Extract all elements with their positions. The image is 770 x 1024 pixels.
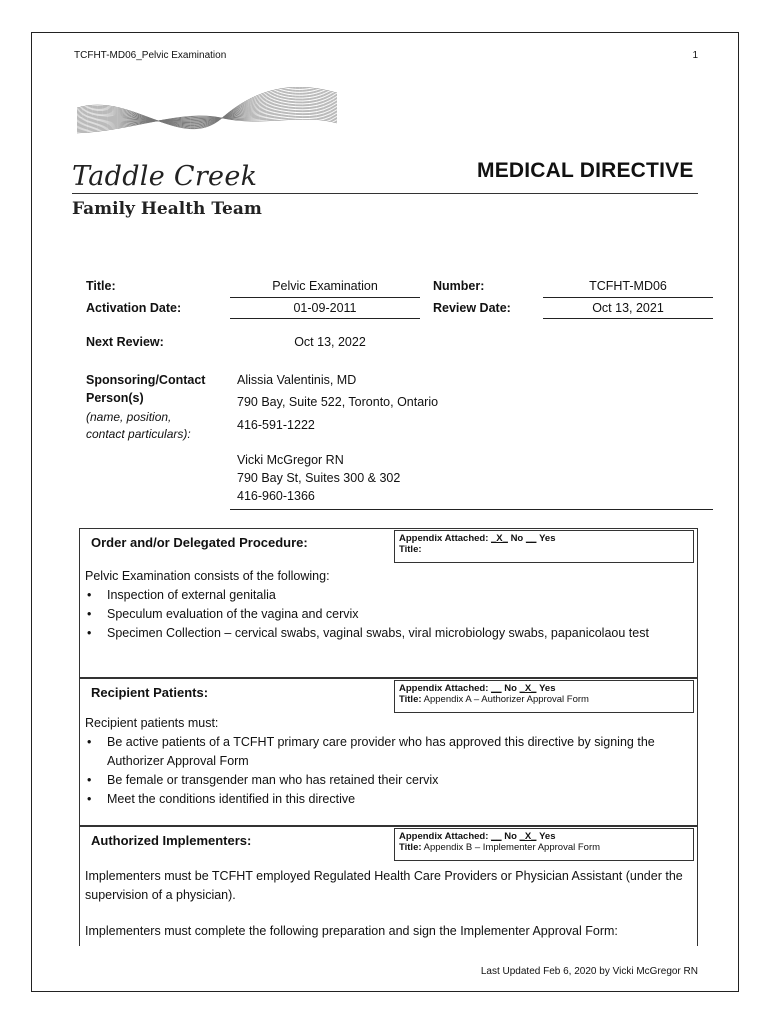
order-appendix-box [394,530,694,563]
implementers-appx-no-label: No [504,831,517,842]
implementers-appx-title-value: Appendix B – Implementer Approval Form [423,842,601,853]
header-doc-code: TCFHT-MD06_Pelvic Examination [74,50,227,61]
implementers-appx-yes-mark: _X_ [519,831,537,842]
recipients-list [85,733,689,809]
list-item: • Inspection of external genitalia [85,586,689,605]
brand-name: Taddle Creek [72,161,258,192]
order-heading: Order and/or Delegated Procedure: [91,535,308,550]
implementers-appx-label: Appendix Attached: [399,831,489,842]
list-item: • Meet the conditions identified in this directive [85,790,689,809]
title-underline [230,297,420,298]
recipients-intro: Recipient patients must: [85,716,219,730]
recipients-appx-no-label: No [504,683,517,694]
sponsor2-phone: 416-960-1366 [237,489,315,503]
implementers-appx-no-mark: __ [491,831,502,842]
footer-last-updated: Last Updated Feb 6, 2020 by Vicki McGregor RN [480,966,698,977]
implementers-appx-yes-label: Yes [539,831,556,842]
review-date-value: Oct 13, 2021 [592,301,664,315]
order-body [85,567,689,643]
order-appx-no-mark: _X_ [491,533,508,544]
recipients-appx-no-mark: __ [491,683,502,694]
order-intro: Pelvic Examination consists of the following: [85,569,330,583]
title-value: Pelvic Examination [272,279,378,293]
document-type-title: MEDICAL DIRECTIVE [477,159,694,182]
order-appx-yes-label: Yes [539,533,556,544]
review-underline [543,318,713,319]
list-item: • Speculum evaluation of the vagina and cervix [85,605,689,624]
implementers-body [85,867,689,941]
recipients-appx-yes-label: Yes [539,683,556,694]
next-review-value: Oct 13, 2022 [294,335,366,349]
page-number: 1 [692,50,698,61]
implementers-section [79,826,698,946]
list-item: • Be active patients of a TCFHT primary care provider who has approved this directive by signing the Authorizer Approval Form [85,733,689,771]
review-date-label: Review Date: [433,301,511,315]
activation-date-value: 01-09-2011 [293,301,357,315]
activation-underline [230,318,420,319]
next-review-label: Next Review: [86,335,164,349]
recipients-heading: Recipient Patients: [91,685,209,700]
number-label: Number: [433,279,485,293]
order-appx-label: Appendix Attached: [399,533,489,544]
implementers-para-2: Implementers must complete the following preparation and sign the Implementer Approval Form: [85,924,618,938]
list-item: • Specimen Collection – cervical swabs, vaginal swabs, viral microbiology swabs, papanicolaou test [85,624,689,643]
recipients-section [79,678,698,826]
implementers-appendix-box [394,828,694,861]
list-item: • Be female or transgender man who has retained their cervix [85,771,689,790]
sponsor1-address: 790 Bay, Suite 522, Toronto, Ontario [237,395,439,409]
implementers-appx-title-label: Title: [399,842,422,853]
recipients-appx-label: Appendix Attached: [399,683,489,694]
implementers-heading: Authorized Implementers: [91,833,252,848]
sponsor2-name: Vicki McGregor RN [237,453,344,467]
recipients-body [85,714,689,809]
brand-subtitle: Family Health Team [72,199,262,219]
recipients-appx-title-label: Title: [399,694,422,705]
sponsor-label-1: Sponsoring/Contact [86,373,206,387]
title-label: Title: [86,279,116,293]
wave-lines-logo-icon [72,73,342,163]
number-underline [543,297,713,298]
activation-date-label: Activation Date: [86,301,182,315]
number-value: TCFHT-MD06 [589,279,667,293]
recipients-appx-yes-mark: _X_ [519,683,537,694]
order-list [85,586,689,643]
sponsor1-phone: 416-591-1222 [237,418,315,432]
sponsor1-name: Alissia Valentinis, MD [237,373,357,387]
recipients-appx-title-value: Appendix A – Authorizer Approval Form [423,694,589,705]
order-appx-no-label: No [510,533,524,544]
recipients-appendix-box [394,680,694,713]
sponsor2-address: 790 Bay St, Suites 300 & 302 [237,471,401,485]
document-page [31,32,739,992]
order-section [79,528,698,678]
brand-divider [72,193,698,194]
order-appx-yes-mark: __ [525,533,537,544]
sponsor-hint-1: (name, position, [86,410,172,424]
order-appx-title-label: Title: [399,544,422,555]
sponsor-underline [230,509,713,510]
sponsor-hint-2: contact particulars): [86,427,191,441]
implementers-para-1: Implementers must be TCFHT employed Regulated Health Care Providers or Physician Assistant (under the supervision of a physician). [85,869,683,902]
sponsor-label-2: Person(s) [86,391,144,405]
